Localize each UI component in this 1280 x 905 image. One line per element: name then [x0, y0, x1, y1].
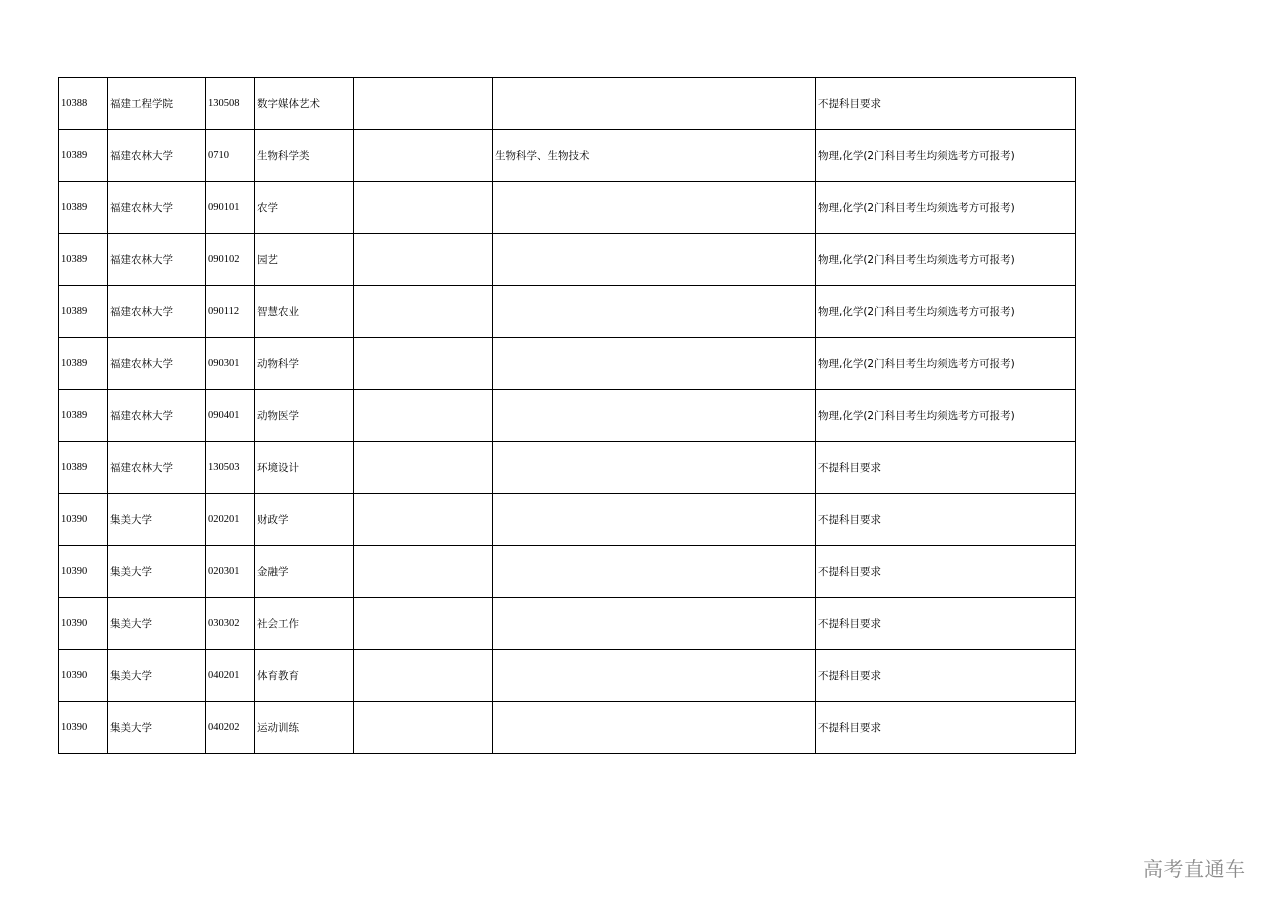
school-name-cell: 福建农林大学: [108, 338, 206, 390]
included-majors-cell: [493, 338, 816, 390]
admission-requirements-table: [58, 77, 1076, 754]
included-majors-cell: [493, 182, 816, 234]
subject-requirement-cell: 物理,化学(2门科目考生均须选考方可报考): [816, 338, 1076, 390]
school-code-cell: 10390: [59, 702, 108, 754]
table-row: [59, 390, 1076, 442]
table-row: [59, 338, 1076, 390]
school-code-cell: 10389: [59, 234, 108, 286]
table-row: [59, 598, 1076, 650]
table-row: [59, 546, 1076, 598]
included-majors-cell: [493, 390, 816, 442]
subject-requirement-cell: 不提科目要求: [816, 702, 1076, 754]
level-cell: [354, 494, 493, 546]
major-name-cell: 生物科学类: [255, 130, 354, 182]
level-cell: [354, 130, 493, 182]
major-name-cell: 财政学: [255, 494, 354, 546]
school-name-cell: 福建农林大学: [108, 234, 206, 286]
school-code-cell: 10388: [59, 78, 108, 130]
school-code-cell: 10390: [59, 494, 108, 546]
table-row: [59, 494, 1076, 546]
major-code-cell: 020201: [206, 494, 255, 546]
subject-requirement-cell: 物理,化学(2门科目考生均须选考方可报考): [816, 182, 1076, 234]
school-code-cell: 10390: [59, 650, 108, 702]
school-code-cell: 10389: [59, 286, 108, 338]
subject-requirement-cell: 物理,化学(2门科目考生均须选考方可报考): [816, 286, 1076, 338]
major-code-cell: 040202: [206, 702, 255, 754]
school-name-cell: 福建农林大学: [108, 130, 206, 182]
school-code-cell: 10389: [59, 130, 108, 182]
school-code-cell: 10389: [59, 442, 108, 494]
major-code-cell: 0710: [206, 130, 255, 182]
school-code-cell: 10389: [59, 338, 108, 390]
major-name-cell: 动物科学: [255, 338, 354, 390]
watermark-text: 高考直通车: [1143, 857, 1246, 881]
subject-requirement-cell: 不提科目要求: [816, 598, 1076, 650]
major-code-cell: 020301: [206, 546, 255, 598]
table-row: [59, 702, 1076, 754]
included-majors-cell: [493, 234, 816, 286]
included-majors-cell: [493, 78, 816, 130]
level-cell: [354, 442, 493, 494]
subject-requirement-cell: 不提科目要求: [816, 442, 1076, 494]
level-cell: [354, 286, 493, 338]
subject-requirement-cell: 物理,化学(2门科目考生均须选考方可报考): [816, 390, 1076, 442]
subject-requirement-cell: 不提科目要求: [816, 78, 1076, 130]
level-cell: [354, 598, 493, 650]
table-row: [59, 234, 1076, 286]
major-code-cell: 040201: [206, 650, 255, 702]
major-code-cell: 090102: [206, 234, 255, 286]
school-name-cell: 福建农林大学: [108, 286, 206, 338]
included-majors-cell: [493, 598, 816, 650]
school-name-cell: 福建农林大学: [108, 442, 206, 494]
major-code-cell: 130503: [206, 442, 255, 494]
included-majors-cell: [493, 702, 816, 754]
level-cell: [354, 78, 493, 130]
major-name-cell: 农学: [255, 182, 354, 234]
table-row: [59, 130, 1076, 182]
school-name-cell: 集美大学: [108, 702, 206, 754]
school-name-cell: 福建农林大学: [108, 182, 206, 234]
subject-requirement-cell: 物理,化学(2门科目考生均须选考方可报考): [816, 130, 1076, 182]
major-code-cell: 090401: [206, 390, 255, 442]
school-name-cell: 福建农林大学: [108, 390, 206, 442]
subject-requirement-cell: 物理,化学(2门科目考生均须选考方可报考): [816, 234, 1076, 286]
table-row: [59, 78, 1076, 130]
school-code-cell: 10389: [59, 390, 108, 442]
major-name-cell: 体育教育: [255, 650, 354, 702]
included-majors-cell: 生物科学、生物技术: [493, 130, 816, 182]
major-name-cell: 环境设计: [255, 442, 354, 494]
school-name-cell: 集美大学: [108, 546, 206, 598]
table-body: [59, 78, 1076, 754]
major-code-cell: 130508: [206, 78, 255, 130]
school-name-cell: 福建工程学院: [108, 78, 206, 130]
level-cell: [354, 182, 493, 234]
major-code-cell: 030302: [206, 598, 255, 650]
subject-requirement-cell: 不提科目要求: [816, 650, 1076, 702]
table-row: [59, 182, 1076, 234]
school-name-cell: 集美大学: [108, 598, 206, 650]
level-cell: [354, 702, 493, 754]
major-name-cell: 运动训练: [255, 702, 354, 754]
included-majors-cell: [493, 494, 816, 546]
level-cell: [354, 650, 493, 702]
major-name-cell: 动物医学: [255, 390, 354, 442]
major-name-cell: 金融学: [255, 546, 354, 598]
level-cell: [354, 546, 493, 598]
school-code-cell: 10389: [59, 182, 108, 234]
major-code-cell: 090101: [206, 182, 255, 234]
table-row: [59, 286, 1076, 338]
level-cell: [354, 338, 493, 390]
level-cell: [354, 390, 493, 442]
school-name-cell: 集美大学: [108, 494, 206, 546]
school-name-cell: 集美大学: [108, 650, 206, 702]
major-name-cell: 园艺: [255, 234, 354, 286]
major-code-cell: 090112: [206, 286, 255, 338]
table-row: [59, 442, 1076, 494]
level-cell: [354, 234, 493, 286]
included-majors-cell: [493, 286, 816, 338]
subject-requirement-cell: 不提科目要求: [816, 494, 1076, 546]
major-name-cell: 社会工作: [255, 598, 354, 650]
subject-requirement-cell: 不提科目要求: [816, 546, 1076, 598]
table-row: [59, 650, 1076, 702]
school-code-cell: 10390: [59, 598, 108, 650]
included-majors-cell: [493, 442, 816, 494]
major-code-cell: 090301: [206, 338, 255, 390]
included-majors-cell: [493, 546, 816, 598]
major-name-cell: 智慧农业: [255, 286, 354, 338]
included-majors-cell: [493, 650, 816, 702]
school-code-cell: 10390: [59, 546, 108, 598]
major-name-cell: 数字媒体艺术: [255, 78, 354, 130]
